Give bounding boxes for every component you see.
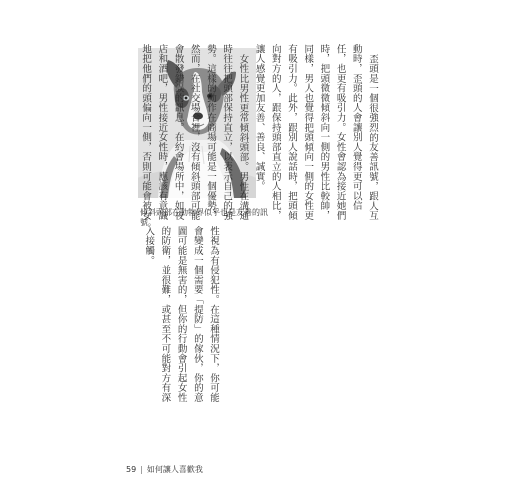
page-number: 59 xyxy=(126,465,137,474)
book-title: 如何讓人喜歡我 xyxy=(146,465,203,474)
paragraph-1: 歪頭是一個很強烈的友善訊號，跟人互動時，歪頭的人會讓別人覺得更可以信任，也更有吸引力。女性會認為接近她們時，把頭微微傾斜向一側的男性比較帥，同樣，男人也覺得把頭傾向一側的女性更有吸引力。此外，跟別人說話時，把頭傾向對方的人，跟保持頭部直立的人相比，讓人感覺更加友善、善良、誠實。 xyxy=(253,44,378,221)
footer-separator: | xyxy=(140,465,143,474)
body-text-upper xyxy=(137,44,380,226)
page-footer xyxy=(126,464,203,475)
paragraph-2: 女性比男性更常傾斜頭部。男性在溝通時往往把頭部保持直立，以表示自己的強勢。這樣的動作在商場可能是一個優勢，然而，在社交場合裡，沒有傾斜頭部可能會散發錯誤的訊息。在約會場所中，如夜店和酒吧，男性接近女性時，應該有意識地把他們的頭偏向一側，否則可能會被女 xyxy=(140,44,249,221)
paragraph-3: 性視為有侵犯性。在這種情況下，你可能會變成一個需要「提防」的傢伙，你的意圖可能是無害的，但你的行動會引起女性的防衛，並很難，或甚至不可能對方有深入接觸。 xyxy=(143,226,220,403)
photo-caption: 傾斜頭部在動物界似乎也是友善的訊號。 xyxy=(140,208,268,227)
body-text-lower xyxy=(140,226,221,404)
